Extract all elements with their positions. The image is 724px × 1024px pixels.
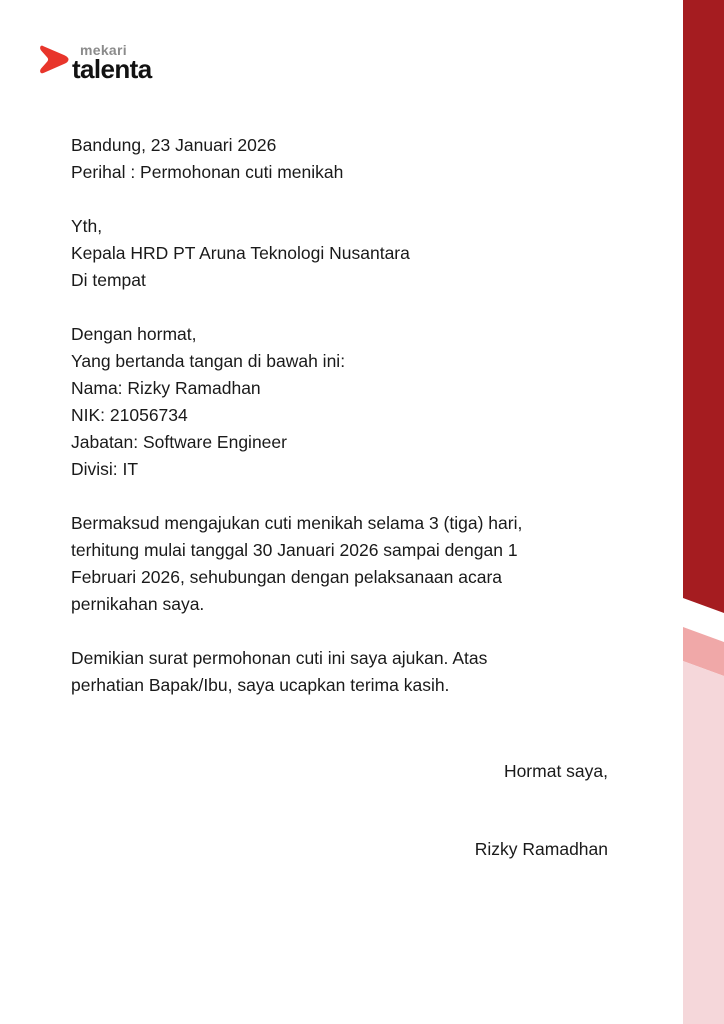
signature-block (475, 758, 608, 863)
recipient-line: Kepala HRD PT Aruna Teknologi Nusantara (71, 243, 410, 263)
decor-red-band (683, 0, 724, 613)
closing-salutation: Hormat saya, (503, 761, 608, 781)
paragraph-line: Februari 2026, sehubungan dengan pelaksanaan acara (71, 567, 503, 587)
decor-pink-band (683, 661, 724, 1024)
letter-heading-block (71, 132, 623, 186)
logo-brand-top: mekari (80, 42, 127, 58)
paragraph-line: pernikahan saya. (71, 594, 205, 614)
logo-brand-name: talenta (72, 54, 152, 84)
employee-name-line: Nama: Rizky Ramadhan (71, 378, 261, 398)
employee-division-line: Divisi: IT (71, 459, 139, 479)
subject-line: Perihal : Permohonan cuti menikah (71, 162, 344, 182)
date-line: Bandung, 23 Januari 2026 (71, 135, 277, 155)
letter-body (71, 132, 623, 699)
employee-nik-line: NIK: 21056734 (71, 405, 188, 425)
closing-paragraph (71, 645, 623, 699)
paragraph-line: perhatian Bapak/Ibu, saya ucapkan terima kasih. (71, 675, 450, 695)
mekari-talenta-logo (37, 43, 152, 82)
paragraph-line: Bermaksud mengajukan cuti menikah selama 3 (tiga) hari, (71, 513, 523, 533)
employee-title-line: Jabatan: Software Engineer (71, 432, 287, 452)
intro-line: Yang bertanda tangan di bawah ini: (71, 351, 346, 371)
recipient-line: Yth, (71, 216, 103, 236)
opening-block (71, 321, 623, 483)
recipient-block (71, 213, 623, 294)
decor-ribbon (683, 0, 724, 1024)
logo-wordmark (72, 43, 152, 82)
request-paragraph (71, 510, 623, 618)
recipient-line: Di tempat (71, 270, 146, 290)
paragraph-line: Demikian surat permohonan cuti ini saya ajukan. Atas (71, 648, 488, 668)
mekari-arrow-icon (37, 44, 69, 75)
paragraph-line: terhitung mulai tanggal 30 Januari 2026 sampai dengan 1 (71, 540, 518, 560)
signature-name: Rizky Ramadhan (474, 839, 608, 859)
salutation-line: Dengan hormat, (71, 324, 197, 344)
